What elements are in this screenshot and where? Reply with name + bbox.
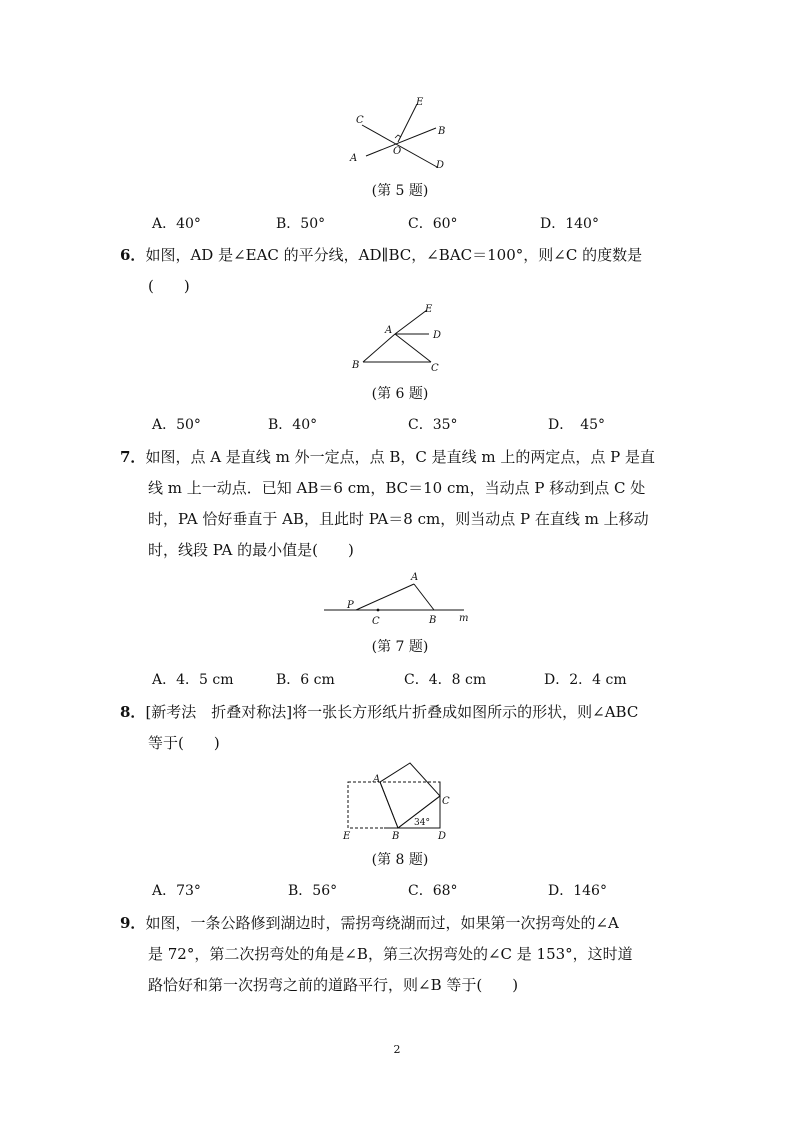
q7-label-c: C [372, 616, 380, 626]
q5-label-d: D [436, 160, 445, 171]
q9-number: 9． [120, 914, 146, 932]
q8-option-c: C．68° [408, 883, 458, 899]
q8-label-a: A [373, 774, 381, 785]
q6-stem-line-2: ( ) [148, 277, 190, 295]
q7-stem-line-2: 线 m 上一动点．已知 AB＝6 cm，BC＝10 cm，当动点 P 移动到点 C 处 [148, 479, 646, 497]
q8-stem-line-1 [120, 702, 638, 722]
q7-caption: (第 7 题) [371, 639, 429, 655]
q5-label-a: A [350, 153, 358, 164]
q6-option-d: D． 45° [548, 417, 606, 433]
q6-label-c: C [431, 363, 439, 374]
q7-stem-line-3: 时，PA 恰好垂直于 AB，且此时 PA＝8 cm，则当动点 P 在直线 m 上移动 [148, 510, 649, 528]
q5-label-o: O [393, 146, 402, 157]
q8-label-e: E [343, 831, 351, 842]
page-number: 2 [393, 1043, 401, 1056]
q6-option-b: B．40° [268, 417, 318, 433]
q8-label-d: D [438, 831, 447, 842]
q6-option-c: C．35° [408, 417, 458, 433]
q6-number: 6． [120, 246, 146, 264]
q8-option-d: D．146° [548, 883, 607, 899]
q8-option-a: A．73° [152, 883, 201, 899]
q7-label-m: m [459, 613, 469, 624]
q7-label-a: A [411, 572, 419, 583]
q9-stem-line-2: 是 72°，第二次拐弯处的角是∠B，第三次拐弯处的∠C 是 153°，这时道 [148, 945, 633, 963]
q7-option-c: C．4．8 cm [404, 672, 487, 688]
q7-label-p: P [347, 600, 354, 611]
q5-option-b: B．50° [276, 216, 326, 232]
q8-label-c: C [442, 796, 450, 807]
q7-stem-line-4: 时，线段 PA 的最小值是( ) [148, 541, 354, 559]
q8-number: 8． [120, 703, 146, 721]
q9-stem-line-3: 路恰好和第一次拐弯之前的道路平行，则∠B 等于( ) [148, 976, 519, 994]
q7-option-b: B．6 cm [276, 672, 335, 688]
q7-text-1: 如图，点 A 是直线 m 外一定点，点 B，C 是直线 m 上的两定点，点 P 是直 [145, 448, 655, 466]
q6-figure [345, 300, 455, 376]
q8-caption: (第 8 题) [371, 852, 429, 868]
q7-number: 7． [120, 448, 146, 466]
q8-angle-label: 34° [414, 818, 430, 828]
q5-option-c: C．60° [408, 216, 458, 232]
q6-label-d: D [433, 330, 442, 341]
q8-figure [340, 758, 470, 844]
q7-label-b: B [429, 615, 437, 626]
q5-caption: (第 5 题) [371, 183, 429, 199]
q8-option-b: B．56° [288, 883, 338, 899]
q5-option-a: A．40° [152, 216, 201, 232]
q9-stem-line-1 [120, 913, 619, 933]
q5-label-b: B [438, 126, 446, 137]
q6-label-b: B [352, 360, 360, 371]
q6-stem-line-1 [120, 245, 642, 265]
q8-label-b: B [392, 831, 400, 842]
q5-label-c: C [356, 115, 364, 126]
q6-label-e: E [425, 304, 433, 315]
q5-figure [340, 92, 460, 172]
q6-text-1: 如图，AD 是∠EAC 的平分线，AD∥BC，∠BAC＝100°，则∠C 的度数是 [145, 246, 643, 264]
q8-text-1: [新考法 折叠对称法]将一张长方形纸片折叠成如图所示的形状，则∠ABC [145, 703, 639, 721]
q7-option-d: D．2．4 cm [544, 672, 627, 688]
q6-option-a: A．50° [152, 417, 201, 433]
q6-label-a: A [385, 325, 393, 336]
q5-option-d: D．140° [540, 216, 599, 232]
q7-option-a: A．4．5 cm [152, 672, 234, 688]
q7-figure [320, 566, 480, 626]
q7-stem-line-1 [120, 447, 655, 467]
q6-caption: (第 6 题) [371, 386, 429, 402]
q8-stem-line-2: 等于( ) [148, 734, 220, 752]
q9-text-1: 如图，一条公路修到湖边时，需拐弯绕湖而过，如果第一次拐弯处的∠A [145, 914, 619, 932]
q5-label-e: E [416, 97, 424, 108]
